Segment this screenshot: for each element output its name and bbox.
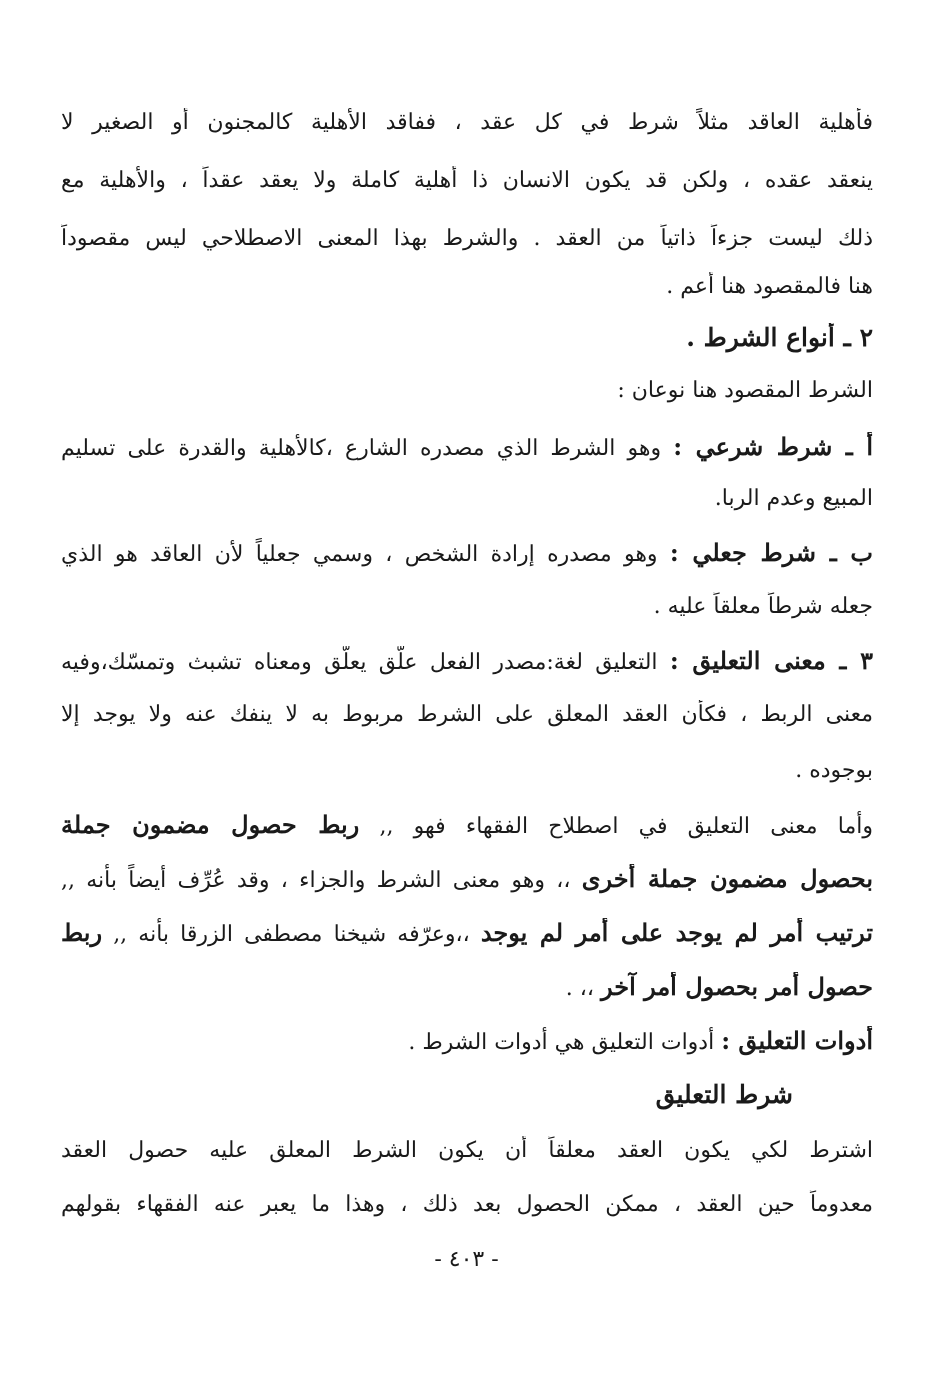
tools-label: أدوات التعليق : xyxy=(721,1026,873,1055)
fuqaha-line4 xyxy=(61,972,873,1004)
condition-line1: اشترط لكي يكون العقد معلقاً أن يكون الشرط المعلق عليه حصول العقد xyxy=(61,1138,873,1163)
tools-text: أدوات التعليق هي أدوات الشرط . xyxy=(408,1030,715,1055)
section2-heading: ٢ ـ أنواع الشرط . xyxy=(686,323,873,352)
section3-line2: معنى الربط ، فكأن العقد المعلق على الشرط مربوط به لا ينفك عنه ولا يوجد إلا xyxy=(61,702,873,727)
typeB-line1 xyxy=(61,538,873,570)
typeA-line2: المبيع وعدم الربا. xyxy=(714,486,873,511)
fuqaha-line1-plain: وأما معنى التعليق في اصطلاح الفقهاء فهو ,, xyxy=(379,814,873,839)
fuqaha-line3-plain: ،،وعرّفه شيخنا مصطفى الزرقا بأنه ,, xyxy=(113,922,470,947)
typeB-text: وهو مصدره إرادة الشخص ، وسمي جعلياً لأن العاقد هو الذي xyxy=(61,542,658,567)
fuqaha-line4-plain: ،، . xyxy=(565,976,594,1001)
paragraph1-line1: فأهلية العاقد مثلاً شرط في كل عقد ، ففاقد الأهلية كالمجنون أو الصغير لا xyxy=(61,110,873,135)
section3-line1 xyxy=(61,646,873,678)
fuqaha-line3 xyxy=(61,918,873,950)
paragraph1-line2: ينعقد عقده ، ولكن قد يكون الانسان ذا أهلية كاملة ولا يعقد عقداً ، والأهلية مع xyxy=(61,168,873,193)
fuqaha-line3-bold2: ربط xyxy=(61,918,103,947)
fuqaha-line4-bold: حصول أمر بحصول أمر آخر xyxy=(600,972,873,1001)
fuqaha-line1-bold: ربط حصول مضمون جملة xyxy=(61,810,360,839)
paragraph1-line4: هنا فالمقصود هنا أعم . xyxy=(666,274,873,299)
paragraph1-line3: ذلك ليست جزءاً ذاتياً من العقد . والشرط بهذا المعنى الاصطلاحي ليس مقصوداً xyxy=(61,226,873,251)
fuqaha-line2-plain: ،، وهو معنى الشرط والجزاء ، وقد عُرِّف أيضاً بأنه ,, xyxy=(61,868,571,893)
fuqaha-line1 xyxy=(61,810,873,842)
typeA-line1 xyxy=(61,432,873,464)
typeB-line2: جعله شرطاً معلقاً عليه . xyxy=(653,594,873,619)
fuqaha-line3-bold: ترتيب أمر لم يوجد على أمر لم يوجد xyxy=(480,918,873,947)
condition-heading: شرط التعليق xyxy=(655,1080,793,1109)
fuqaha-line2-bold: بحصول مضمون جملة أخرى xyxy=(581,864,873,893)
page-number: - ٤٠٣ - xyxy=(434,1247,499,1272)
section2-intro: الشرط المقصود هنا نوعان : xyxy=(617,378,873,403)
section3-label: ٣ ـ معنى التعليق : xyxy=(669,646,873,675)
fuqaha-line2 xyxy=(61,864,873,896)
section3-line3: بوجوده . xyxy=(795,758,873,783)
typeB-label: ب ـ شرط جعلي : xyxy=(669,538,873,567)
condition-line2: معدوماً حين العقد ، ممكن الحصول بعد ذلك ، وهذا ما يعبر عنه الفقهاء بقولهم xyxy=(61,1192,873,1217)
typeA-text: وهو الشرط الذي مصدره الشارع ،كالأهلية والقدرة على تسليم xyxy=(61,436,662,461)
typeA-label: أ ـ شرط شرعي : xyxy=(673,432,873,461)
tools-line xyxy=(61,1026,873,1058)
section3-text: التعليق لغة:مصدر الفعل علّق يعلّق ومعناه تشبث وتمسّك،وفيه xyxy=(61,650,658,675)
